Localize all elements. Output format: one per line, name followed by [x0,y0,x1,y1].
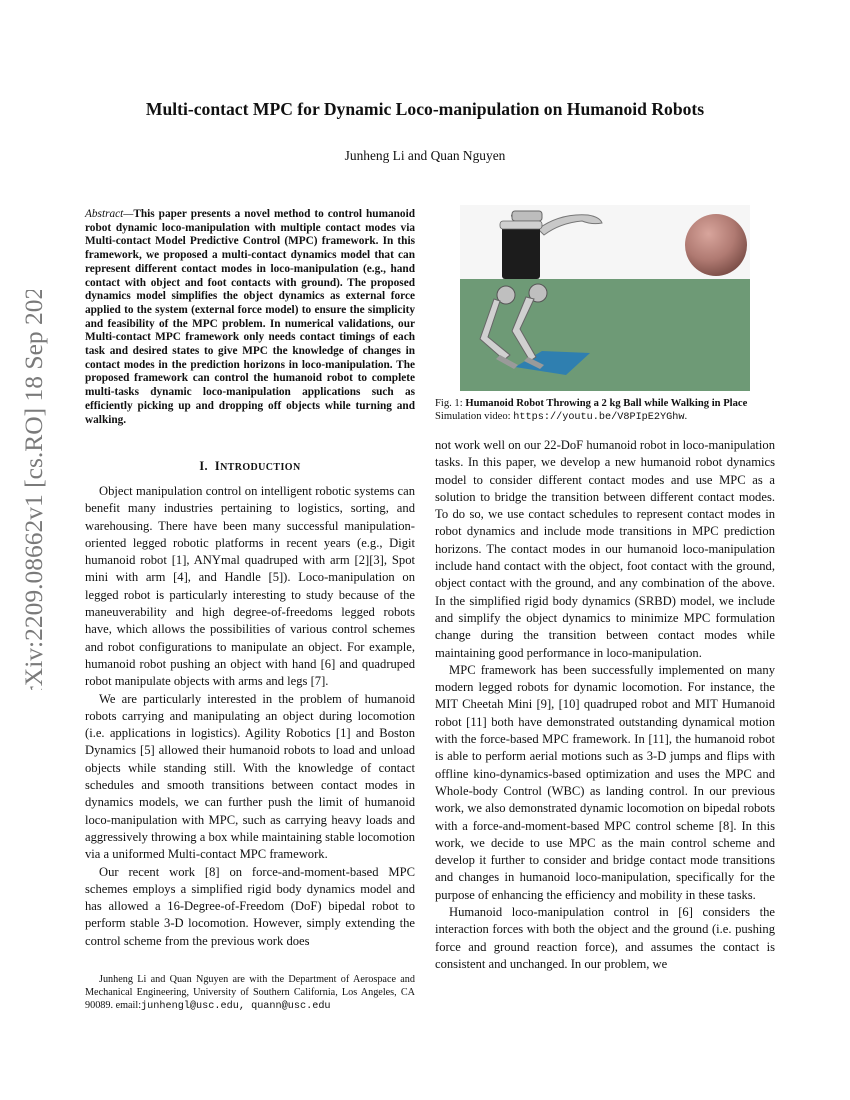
caption-label: Fig. 1: [435,398,463,409]
footnote-emails: junhengl@usc.edu, quann@usc.edu [141,1000,331,1012]
ball [685,214,747,276]
right-paragraph: Humanoid loco-manipulation control in [6] considers the interaction forces with both the object and the ground (i.e. pushing force and ground reaction force), and assumes the contact is consistent and unchanged. In our problem, we [435,905,775,971]
robot-head [512,211,542,221]
section-number: I. [199,459,208,473]
caption-end: . [684,411,688,423]
right-paragraph: not work well on our 22-DoF humanoid robot in loco-manipulation tasks. In this paper, we develop a new humanoid robot dynamics model to consider different contact modes and use MPC as a solution to bridge the transition between different contact modes. To do so, we use contact schedules to represent contact modes in robot dynamics and include mode transitions in MPC prediction horizons. The contact modes in our humanoid loco-manipulation include hand contact with the object, foot contact with the ground, object contact with the ground, and any combination of the above. In the simplified rigid body dynamics (SRBD) model, we include and simplify the object dynamics to minimize MPC formulation change during the transition between contact modes while maintaining good performance in loco-manipulation. [435,438,775,660]
right-column-body [435,437,775,973]
figure-1-robot-simulation [460,205,750,391]
caption-bold: Humanoid Robot Throwing a 2 kg Ball while Walking in Place [465,398,748,409]
section-initial: I [214,459,221,473]
left-paragraph: Our recent work [8] on force-and-moment-based MPC schemes employs a simplified rigid body dynamics model and has allowed a 16-Degree-of-Freedom (DoF) bipedal robot to perform stable 3-D locomotion. However, simply extending the control scheme from the previous work does [85,864,415,948]
abstract-lead: Abstract [85,208,124,220]
abstract-dash: — [123,208,134,220]
footnote-text: Junheng Li and Quan Nguyen are with the Department of Aerospace and Mechanical Engineering, University of Southern California, Los Angeles, CA 90089. email: [85,974,415,1011]
right-paragraph: MPC framework has been successfully implemented on many modern legged robots for dynamic locomotion. For instance, the MIT Cheetah Mini [9], [10] quadruped robot and MIT Humanoid robot [11] both have demonstrated outstanding dynamical motion with the force-based MPC framework. In [11], the humanoid robot is able to perform aerial motions such as 3-D jumps and flips with offline kino-dynamics-based optimization and uses the MPC and Whole-body Control (WBC) as landing control. In our previous work, we also demonstrated dynamic locomotion on bipedal robots with a force-and-moment-based MPC control scheme [8]. In this work, we decide to use MPC as the main control scheme and develop it further to consider and bridge contact mode transitions and changes in humanoid loco-manipulation, specifically for the purpose of enhancing the efficiency and mobility in these tasks. [435,662,775,902]
caption-video-link[interactable]: https://youtu.be/V8PIpE2YGhw [513,412,685,424]
abstract [85,208,415,427]
paper-title: Multi-contact MPC for Dynamic Loco-manipulation on Humanoid Robots [145,99,705,119]
left-paragraph: We are particularly interested in the problem of humanoid robots carrying and manipulating an object during locomotion (i.e. applications in logistics). Agility Robotics [1] and Boston Dynamics [5] allowed their humanoid robots to load and unload objects while standing still. With the knowledge of contact schedules and smooth transitions between contact modes in dynamics models, we can further push the limit of humanoid loco-manipulation with MPC, such as carrying heavy loads and aggressively throwing a box while maintaining stable locomotion via a uniformed Multi-contact MPC framework. [85,691,415,862]
abstract-text: This paper presents a novel method to control humanoid robot dynamic loco-manipulation with multiple contact modes via Multi-contact Model Predictive Control (MPC) framework. In this framework, we proposed a multi-contact dynamics model that can represent different contact modes in loco-manipulation (e.g., hand contact with object and foot contacts with ground). The proposed dynamics model simplifies the object dynamics as external force applied to the system (external force model) to ensure the simplicity and feasibility of the MPC problem. In numerical validations, our Multi-contact MPC framework only needs contact timings of each task and desired states to give MPC the knowledge of changes in contact modes in the prediction horizons in loco-manipulation. The proposed framework can control the humanoid robot to complete multi-tasks dynamic loco-manipulation applications such as efficiently picking up and dropping off objects while turning and walking. [85,208,415,426]
caption-text: Simulation video: [435,411,511,423]
section-rest: NTRODUCTION [220,462,301,473]
paper-authors: Junheng Li and Quan Nguyen [344,148,506,163]
left-column-body [85,483,415,950]
arxiv-stamp-text: arXiv:2209.08662v1 [cs.RO] 18 Sep 2022 [19,290,48,690]
robot-simulation-illustration [460,205,750,391]
robot-shoulder [500,221,542,229]
left-paragraph: Object manipulation control on intelligent robotic systems can benefit many industries pertaining to logistics, sorting, and warehousing. There have been many successful manipulation-oriented legged robotic platforms in recent years (e.g., Digit humanoid robot [1], ANYmal quadruped with arm [2][3], Spot mini with arm [4], and Handle [5]). Loco-manipulation on legged robot is particularly interesting to study because of the maneuverability and high degree-of-freedoms legged robots have, which allows the possibilities of various control schemes and robot configurations to manipulate an object. For example, humanoid robot pushing an object with hand [6] and quadruped robot manipulate objects with arms and legs [7]. [85,484,415,689]
footnote-affiliation [85,974,415,1013]
section-heading-introduction [85,459,415,474]
figure-1-caption [435,397,775,425]
robot-torso [502,223,540,279]
arxiv-stamp [4,290,56,690]
